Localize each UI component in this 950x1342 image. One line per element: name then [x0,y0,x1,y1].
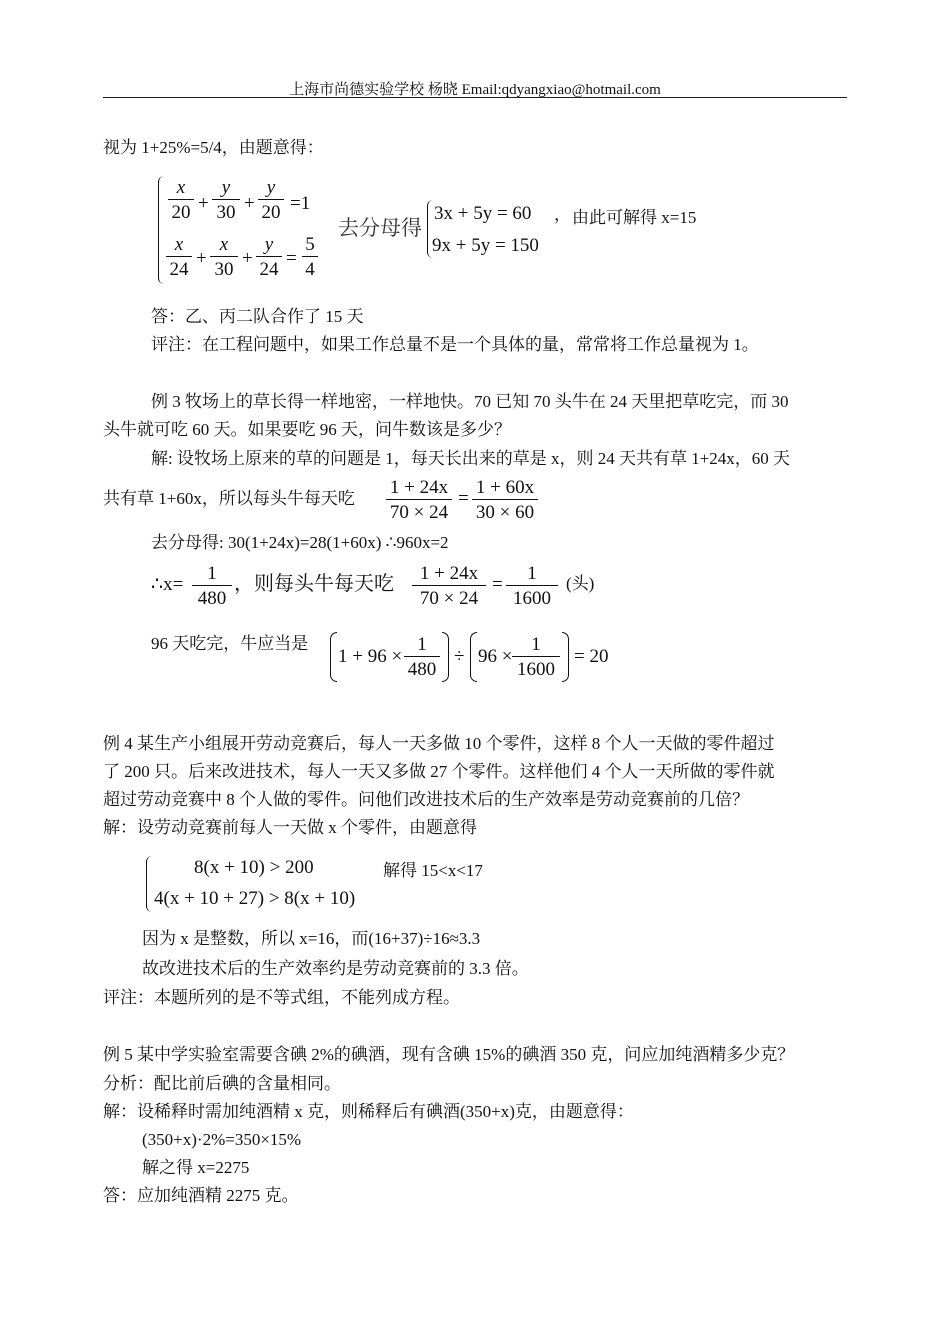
fraction: x 20 [168,178,194,222]
ex4-comment: 评注：本题所列的是不等式组，不能列成方程。 [103,988,460,1007]
equals-sign: = [458,488,469,509]
fraction: 1 + 24x 70 × 24 [386,478,452,522]
fraction: 1 + 24x 70 × 24 [412,564,486,608]
ex3-solution-line1: 解: 设牧场上原来的草的问题是 1，每天长出来的草是 x，则 24 天共有草 1+24x，60 天 [151,449,791,468]
ex4-problem-line1: 例 4 某生产小组展开劳动竞赛后，每人一天多做 10 个零件，这样 8 个人一天做的零件超过 [103,734,775,753]
therefore-x: ∴x= [151,574,184,595]
equals-sign: = [286,248,297,269]
fraction: 1 + 60x 30 × 60 [472,478,538,522]
ex5-answer: 答：应加纯酒精 2275 克。 [103,1186,299,1205]
equation: 9x + 5y = 150 [432,235,539,256]
plus-sign: + [196,248,207,269]
plus-sign: + [244,193,255,214]
result: = 20 [574,646,609,667]
step-label: 去分母得 [338,216,422,240]
fraction: 1 1600 [512,635,560,679]
expression: 96 × [478,646,513,667]
result-text: 由此可解得 x=15 [572,208,697,227]
ex3-step: 去分母得: 30(1+24x)=28(1+60x) ∴960x=2 [151,533,449,552]
fraction: 1 480 [404,635,440,679]
ex3-text: ，则每头牛每天吃 [234,573,394,595]
plus-sign: + [198,193,209,214]
fraction: 1 480 [192,564,232,608]
equation: 3x + 5y = 60 [434,203,532,224]
ex5-equation: (350+x)·2%=350×15% [142,1130,302,1149]
header-rule [103,97,847,98]
comma: ， [554,205,571,224]
ex4-step: 因为 x 是整数，所以 x=16，而(16+37)÷16≈3.3 [142,929,481,948]
comment-1: 评注：在工程问题中，如果工作总量不是一个具体的量，常常将工作总量视为 1。 [151,335,759,354]
solve-result: 解得 15<x<17 [383,861,483,880]
ex3-problem-line1: 例 3 牧场上的草长得一样地密，一样地快。70 已知 70 头牛在 24 天里把草吃完，而 30 [151,392,789,411]
expression: 1 + 96 × [338,646,403,667]
ex5-solution-line: 解：设稀释时需加纯酒精 x 克，则稀释后有碘酒(350+x)克，由题意得： [103,1102,634,1121]
fraction: 5 4 [302,235,318,279]
answer-1: 答：乙、丙二队合作了 15 天 [151,307,364,326]
plus-sign: + [242,248,253,269]
ex4-solution-line: 解：设劳动竞赛前每人一天做 x 个零件，由题意得 [103,818,477,837]
ex5-problem: 例 5 某中学实验室需要含碘 2%的碘酒，现有含碘 15%的碘酒 350 克，问应加纯酒精多少克？ [103,1045,795,1064]
fraction: y 20 [258,178,284,222]
ex4-problem-line3: 超过劳动竞赛中 8 个人做的零件。问他们改进技术后的生产效率是劳动竞赛前的几倍？ [103,790,749,809]
equals-sign: = [492,574,503,595]
ex3-problem-line2: 头牛就可吃 60 天。如果要吃 96 天，问牛数该是多少？ [103,420,511,439]
rhs: =1 [290,193,311,214]
ex4-problem-line2: 了 200 只。后来改进技术，每人一天又多做 27 个零件。这样他们 4 个人一天所做的零件就 [103,762,775,781]
ex3-conclusion: 96 天吃完，牛应当是 [151,634,309,653]
inequality: 4(x + 10 + 27) > 8(x + 10) [154,888,356,909]
unit-label: (头) [566,574,595,593]
fraction: y 30 [212,178,240,222]
divide-sign: ÷ [454,646,465,667]
fraction: 1 1600 [506,564,558,608]
left-brace [146,856,154,912]
ex5-analysis: 分析：配比前后碘的含量相同。 [103,1074,341,1093]
left-paren [330,632,337,682]
intro-line: 视为 1+25%=5/4，由题意得： [103,138,324,157]
ex3-solution-line2: 共有草 1+60x，所以每头牛每天吃 [103,489,355,508]
fraction: x 30 [210,235,238,279]
ex5-solve: 解之得 x=2275 [142,1158,250,1177]
right-paren [442,632,449,682]
right-paren [562,632,569,682]
inequality: 8(x + 10) > 200 [194,857,314,878]
ex4-answer: 故改进技术后的生产效率约是劳动竞赛前的 3.3 倍。 [142,959,529,978]
fraction: y 24 [256,235,282,279]
fraction: x 24 [166,235,192,279]
page-header: 上海市尚德实验学校 杨晓 Email:qdyangxiao@hotmail.com [289,82,661,98]
left-paren [470,632,477,682]
